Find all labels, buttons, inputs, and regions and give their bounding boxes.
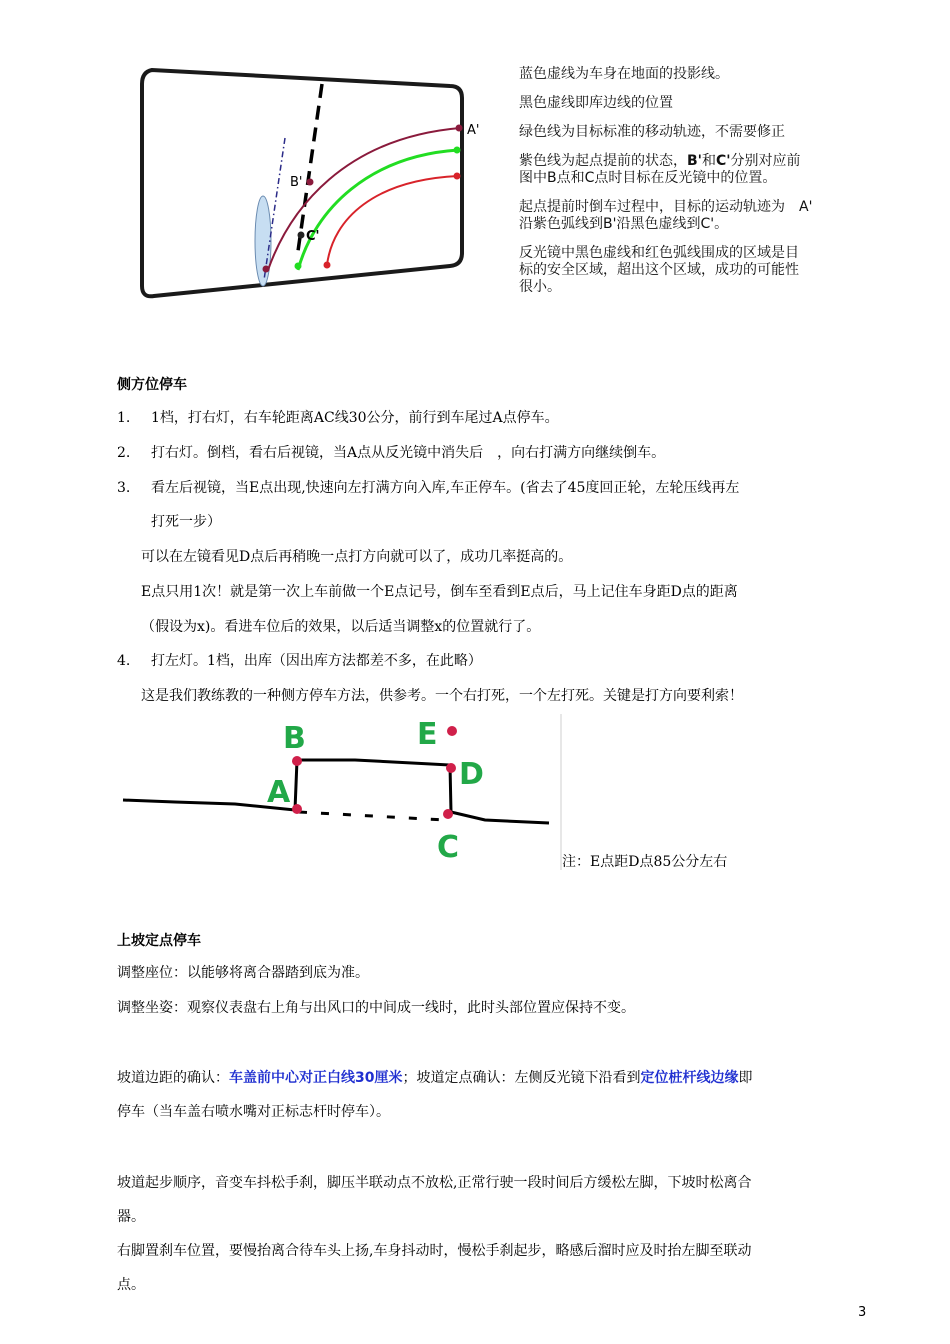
note-purple: 紫色线为起点提前的状态，B'和C'分别对应前 图中B点和C点时目标在反光镜中的位置。 — [519, 153, 801, 186]
point-e — [447, 726, 457, 736]
side-step-3-cont: 打死一步） — [151, 514, 221, 530]
note-blue: 蓝色虚线为车身在地面的投影线。 — [519, 66, 729, 82]
note-green: 绿色线为目标标准的移动轨迹，不需要修正 — [519, 124, 785, 140]
slope-start-cont: 器。 — [117, 1209, 145, 1225]
page-number: 3 — [858, 1305, 867, 1320]
label-c: C — [437, 830, 460, 865]
point-b-prime — [307, 179, 314, 186]
mirror-diagram — [130, 58, 510, 308]
mirror-blind-spot — [255, 196, 271, 286]
slope-posture: 调整坐姿：观察仪表盘右上角与出风口的中间成一线时，此时头部位置应保持不变。 — [117, 1000, 635, 1016]
side-para-2-cont: （假设为x)。看进车位后的效果，以后适当调整x的位置就行了。 — [141, 619, 541, 635]
mirror-notes — [519, 66, 859, 296]
slope-edge-cont: 停车（当车盖右喷水嘴对正标志杆时停车）。 — [117, 1104, 390, 1120]
point-green-end — [454, 147, 461, 154]
label-c-prime: C' — [306, 229, 320, 244]
point-purple-start — [263, 266, 270, 273]
slope-seat: 调整座位：以能够将离合器踏到底为准。 — [117, 965, 369, 981]
side-para-1: 可以在左镜看见D点后再稍晚一点打方向就可以了，成功几率挺高的。 — [141, 549, 573, 565]
side-step-1: 1. 1档，打右灯，右车轮距离AC线30公分，前行到车尾过A点停车。 — [117, 410, 559, 426]
note-safe-zone: 反光镜中黑色虚线和红色弧线围成的区域是目 标的安全区域，超出这个区域，成功的可能性 很小。 — [519, 245, 799, 295]
slot-outline — [295, 760, 451, 812]
slope-brake-cont: 点。 — [117, 1277, 145, 1293]
label-a-prime: A' — [467, 123, 480, 138]
green-arc — [298, 150, 458, 270]
side-para-3: 这是我们教练教的一种侧方停车方法，供参考。一个右打死，一个左打死。关键是打方向要利索！ — [141, 688, 743, 704]
point-c-prime — [298, 232, 305, 239]
side-para-2: E点只用1次！就是第一次上车前做一个E点记号，倒车至看到E点后，马上记住车身距D点的距离 — [141, 584, 738, 600]
note-trajectory: 起点提前时倒车过程中，目标的运动轨迹为 A' 沿紫色弧线到B'沿黑色虚线到C'。 — [519, 199, 813, 232]
point-red-start — [324, 262, 331, 269]
side-step-2: 2. 打右灯。倒档，看右后视镜，当A点从反光镜中消失后 ，向右打满方向继续倒车。 — [117, 445, 666, 461]
point-c — [443, 809, 453, 819]
point-green-start — [295, 263, 302, 270]
point-red-end — [454, 173, 461, 180]
side-parking-title: 侧方位停车 — [117, 377, 187, 393]
slope-brake: 右脚置刹车位置，要慢抬离合待车头上扬,车身抖动时，慢松手刹起步，略感后溜时应及时抬左脚至联动 — [117, 1243, 752, 1259]
point-d — [446, 763, 456, 773]
label-b-prime: B' — [290, 175, 303, 190]
side-step-4: 4. 打左灯。1档，出库（因出库方法都差不多，在此略） — [117, 653, 482, 669]
slot-dashed-line — [299, 812, 445, 820]
side-step-3: 3. 看左后视镜，当E点出现,快速向左打满方向入库,车正停车。(省去了45度回正轮，左轮压线再左 — [117, 480, 740, 496]
curb-right — [451, 812, 549, 823]
label-e: E — [417, 717, 438, 752]
point-b — [292, 756, 302, 766]
diagram-note: 注：E点距D点85公分左右 — [562, 854, 728, 870]
parking-diagram — [115, 712, 565, 872]
label-b: B — [283, 721, 306, 756]
slope-edge: 坡道边距的确认：车盖前中心对正白线30厘米；坡道定点确认：左侧反光镜下沿看到定位桩杆线边缘即 — [117, 1070, 753, 1086]
red-arc — [327, 176, 458, 265]
label-d: D — [459, 757, 484, 792]
point-a-prime — [456, 125, 463, 132]
slope-parking-title: 上坡定点停车 — [117, 933, 201, 949]
label-a: A — [267, 775, 291, 810]
point-a — [292, 804, 302, 814]
slope-start: 坡道起步顺序，音变车抖松手刹，脚压半联动点不放松,正常行驶一段时间后方缓松左脚，下坡时松离合 — [117, 1175, 752, 1191]
note-black: 黑色虚线即库边线的位置 — [519, 95, 673, 111]
